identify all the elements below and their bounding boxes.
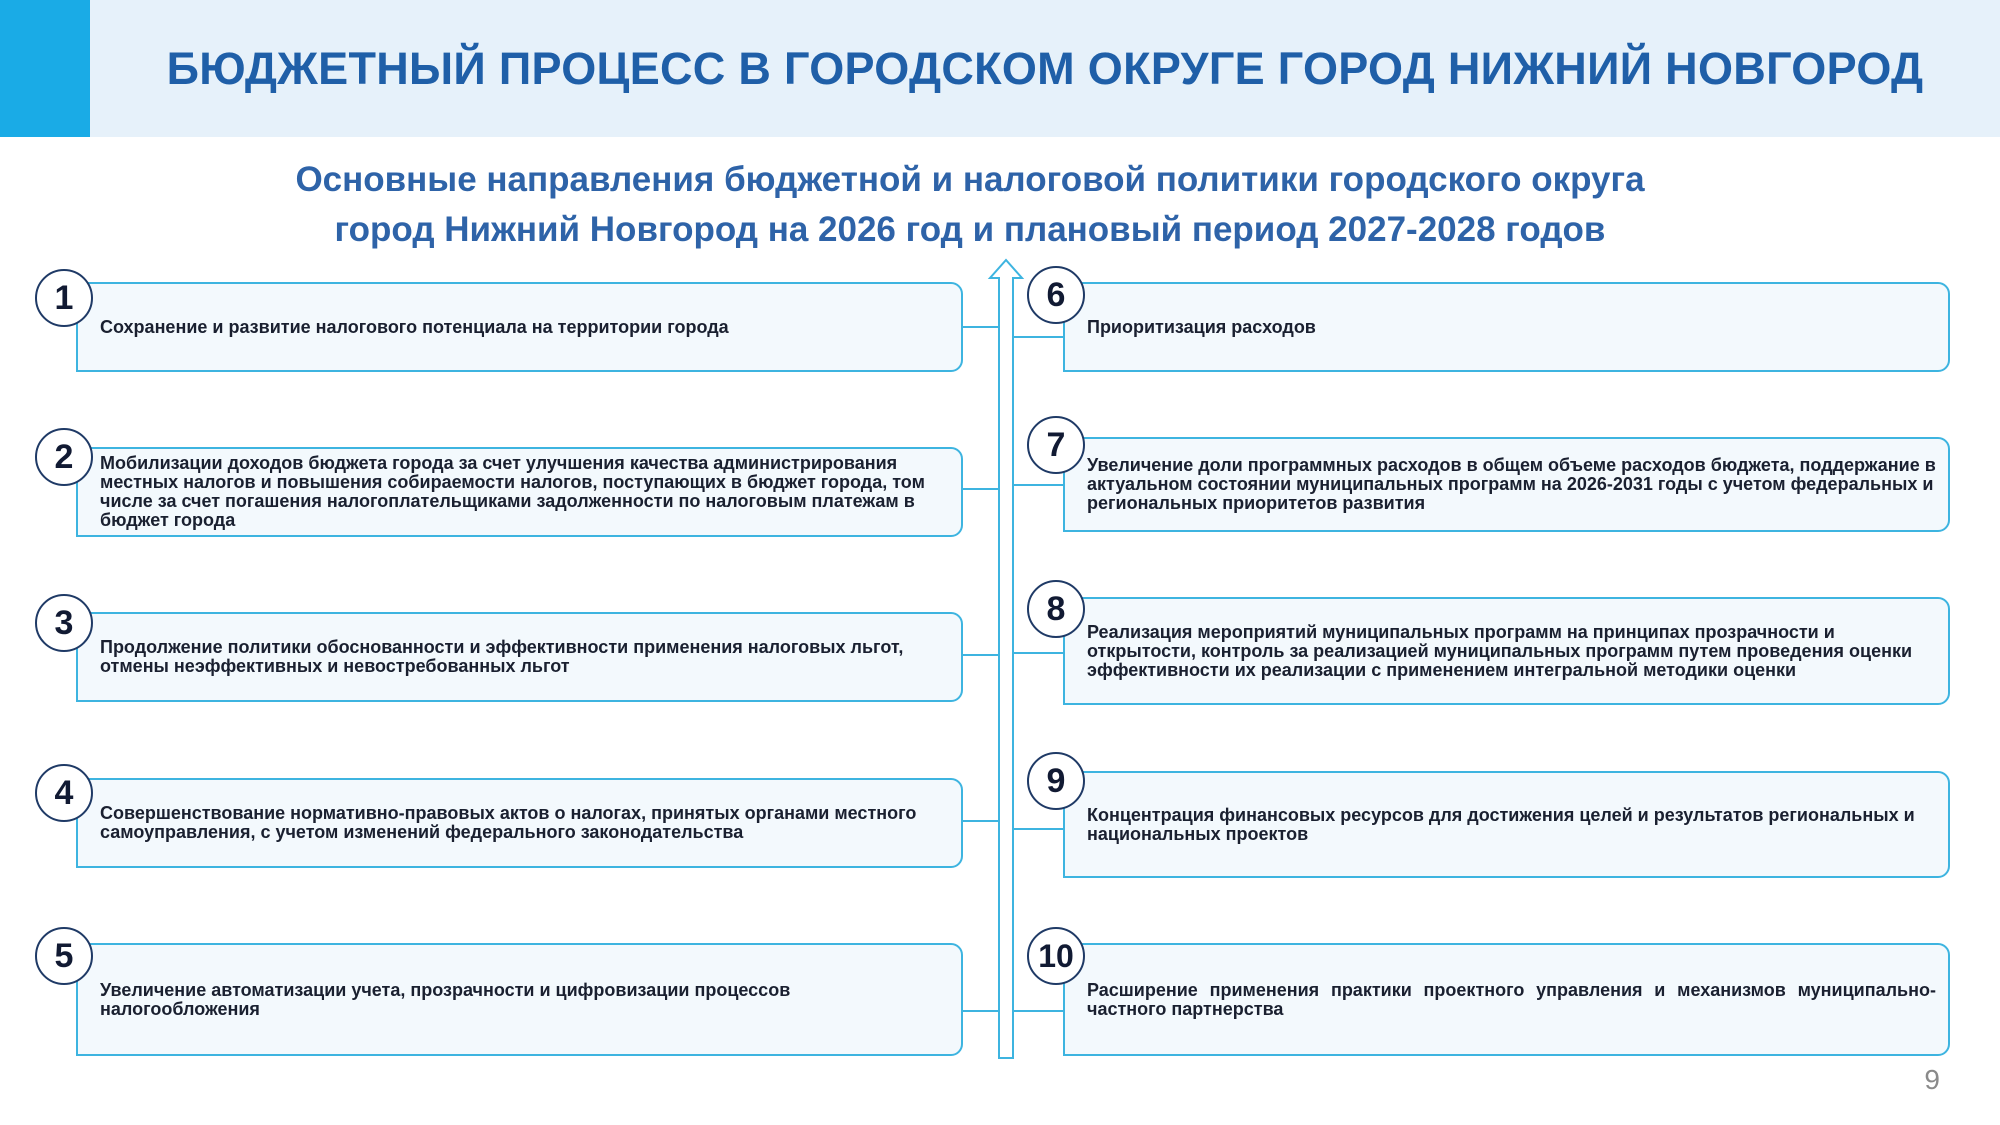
connector-6 [1013,336,1063,338]
number-badge-6: 6 [1027,266,1085,324]
direction-card-8 [1063,597,1950,705]
direction-card-10 [1063,943,1950,1056]
subtitle-line-2: город Нижний Новгород на 2026 год и плановый период 2027-2028 годов [334,210,1606,249]
direction-text-8: Реализация мероприятий муниципальных программ на принципах прозрачности и открытости, контроль за реализацией муниципальных программ путем проведения оценки эффективности их реализации с применением интегральной методики оценки [1087,621,1913,680]
connector-2 [963,488,999,490]
number-badge-7: 7 [1027,416,1085,474]
connector-10 [1013,1010,1063,1012]
arrow-shape [990,260,1022,1058]
direction-text-6: Приоритизация расходов [1087,316,1316,337]
direction-card-9 [1063,771,1950,878]
number-badge-10: 10 [1027,927,1085,985]
direction-text-9: Концентрация финансовых ресурсов для достижения целей и результатов региональных и национальных проектов [1087,804,1915,844]
page-number: 9 [1924,1064,1940,1095]
number-badge-3: 3 [35,594,93,652]
direction-card-6 [1063,282,1950,372]
subtitle-line-1: Основные направления бюджетной и налоговой политики городского округа [295,160,1645,199]
connector-4 [963,820,999,822]
connector-9 [1013,828,1063,830]
number-badge-4: 4 [35,764,93,822]
number-badge-1: 1 [35,269,93,327]
direction-card-5 [76,943,963,1056]
connector-3 [963,654,999,656]
connector-8 [1013,652,1063,654]
direction-card-4 [76,778,963,868]
number-badge-5: 5 [35,927,93,985]
direction-card-7 [1063,437,1950,532]
connector-5 [963,1010,999,1012]
direction-text-1: Сохранение и развитие налогового потенциала на территории города [100,316,729,337]
number-badge-8: 8 [1027,580,1085,638]
direction-card-1 [76,282,963,372]
number-badge-2: 2 [35,428,93,486]
connector-7 [1013,484,1063,486]
page-title: БЮДЖЕТНЫЙ ПРОЦЕСС В ГОРОДСКОМ ОКРУГЕ ГОРОД НИЖНИЙ НОВГОРОД [166,42,1924,94]
direction-text-4: Совершенствование нормативно-правовых актов о налогах, принятых органами местного самоуправления, с учетом изменений федерального законодательства [100,803,917,842]
direction-text-10: Расширение применения практики проектного управления и механизмов муниципально-частного партнерства [1087,979,1936,1019]
direction-card-3 [76,612,963,702]
direction-text-3: Продолжение политики обоснованности и эффективности применения налоговых льгот, отмены неэффективных и невостребованных льгот [100,637,904,676]
direction-card-2 [76,447,963,537]
connector-1 [963,326,999,328]
direction-text-5: Увеличение автоматизации учета, прозрачности и цифровизации процессов налогообложения [100,979,791,1019]
direction-text-2: Мобилизации доходов бюджета города за счет улучшения качества администрирования местных налогов и повышения собираемости налогов, поступающих в бюджет города, том числе за счет погашения налогоплательщиками задолженности по налоговым платежам в бюджет города [100,453,925,530]
direction-text-7: Увеличение доли программных расходов в общем объеме расходов бюджета, поддержание в актуальном состоянии муниципальных программ на 2026-2031 годы с учетом федеральных и региональных приоритетов развития [1087,455,1936,513]
number-badge-9: 9 [1027,752,1085,810]
